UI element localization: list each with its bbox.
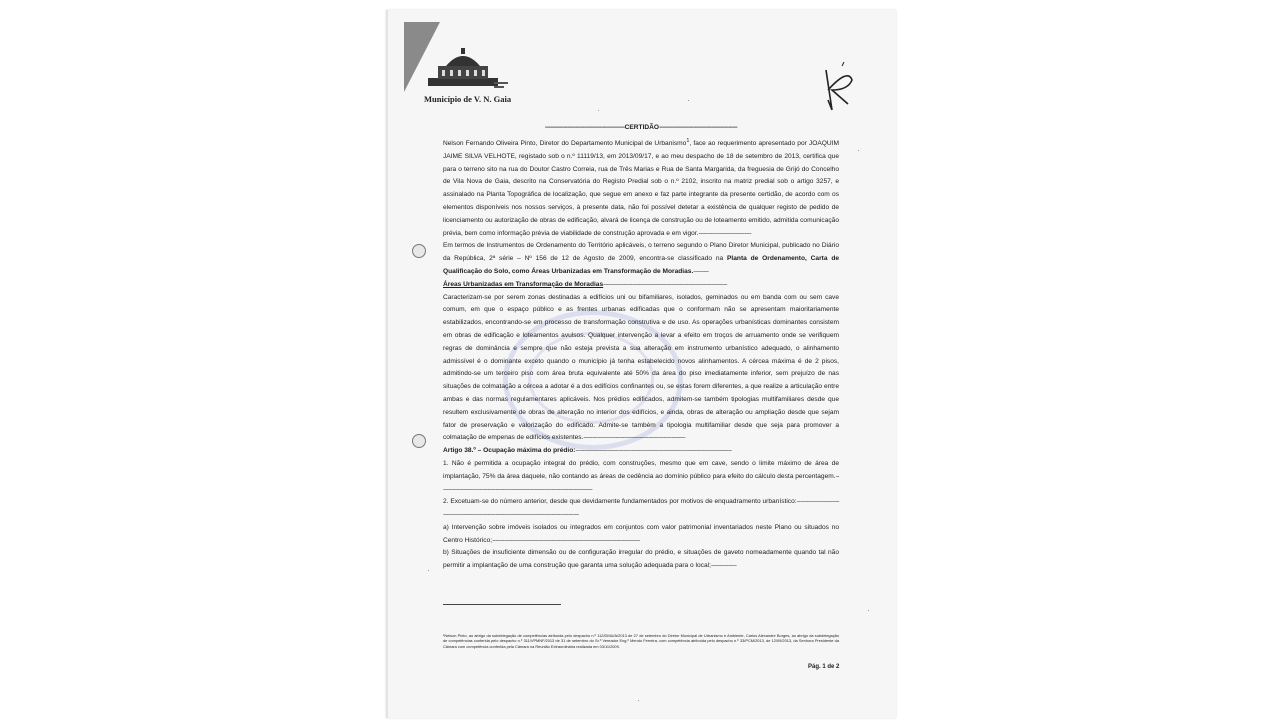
page-number: Pág. 1 de 2 [808, 664, 840, 670]
scan-speck [868, 610, 869, 611]
document-title: -----------------------------------------------CERTIDÃO---------------------------------------------- [544, 124, 738, 131]
scan-speck [598, 110, 599, 111]
municipality-name: Município de V. N. Gaia [424, 94, 512, 104]
paragraph-characterization: Caracterizam-se por serem zonas destinadas a edifícios uni ou bifamiliares, isolados, geminados ou em banda com ou sem cave comum, em que o espaço público e as frentes urbanas edificadas que o conformam não se apresentam maioritariamente estabilizados, encontrando-se em processo de transformação construtiva e de uso. As operações urbanísticas dominantes consistem em obras de edificação e loteamentos avulsos. Qualquer intervenção a levar a efeito em troços de arruamento onde se verifiquem regras de dominância e sempre que não esteja prevista a sua alteração em instrumento urbanístico adequado, o alinhamento admissível é o dominante exceto quando o município já tenha estabelecido novos alinhamentos. A cércea máxima é de 2 pisos, admitindo-se um terceiro piso com área bruta equivalente até 50% da área do piso imediatamente inferior, sem prejuízo de nas situações de colmatação a cércea a adotar é a dos edifícios confinantes ou, se estas forem diferentes, a que realize a articulação entre ambas e das normas regulamentares aplicáveis. Nos prédios edificados, admitem-se também tipologias multifamiliares desde que resultem exclusivamente de obras de alteração no interior dos edifícios, e ainda, obras de alteração ou ampliação desde que sejam fator de preservação e valorização do edificado. Admite-se também a tipologia multifamiliar desde que seja para promover a colmatação de empenas de edifícios existentes.------------------------------------------------------------ [443, 293, 839, 442]
paragraph-land-use-plan: Em termos de Instrumentos de Ordenamento do Território aplicáveis, o terreno segundo o Plano Diretor Municipal, publicado no Diário da República, 2ª série – Nº 156 de 12 de Agosto de 2009, encontra-se classificado na Planta de Ordenamento, Carta de Qualificação do Solo, como Áreas Urbanizadas em Transformação de Moradias.--------- [443, 242, 840, 275]
paragraph-article-item-1: 1. Não é permitida a ocupação integral do prédio, com construções, mesmo que em cave, sendo o limite máximo de área de implantação, 75% da área daquele, não contando as áreas de cedência ao domínio público para efeito do cálculo desta percentagem.------------------------------------------------------------------------------------------ [443, 459, 839, 493]
article-heading: Artigo 38.º – Ocupação máxima do prédio:-------------------------------------------------------------------------------------------- [443, 447, 732, 455]
document-body [443, 122, 839, 573]
paragraph-certification: Nelson Fernando Oliveira Pinto, Diretor do Departamento Municipal de Urbanismo$^1$, face ao requerimento apresentado por JOAQUIM JAIME SILVA VELHOTE, registado sob o n.º 11119/13, em 2013/09/17, e ao meu despacho de 18 de setembro de 2013, certifica que para o terreno sito na rua do Doutor Castro Correia, rua de Três Marias e Rua de Santa Margarida, da freguesia de Grijó do Concelho de Vila Nova de Gaia, descrito na Conservatória do Registo Predial sob o n.º 2102, inscrito na matriz predial sob o artigo 3257, e assinalado na Planta Topográfica de localização, que segue em anexo e faz parte integrante da presente certidão, de acordo com os elementos disponíveis nos nossos serviços, à presente data, não foi possível detetar a existência de qualquer registo de pedido de licenciamento ou autorização de obras de edificação, alvará de licença de construção ou de loteamento emitido, admitida comunicação prévia, bem como informação prévia de viabilidade de construção aprovada e em vigor.------------------------------- [443, 137, 840, 237]
scan-speck [428, 570, 429, 571]
paragraph-article-item-a: a) Intervenção sobre imóveis isolados ou integrados em conjuntos com valor patrimonial inventariados neste Plano ou situados no Centro Histórico;--------------------------------------------------------------------------------------- [443, 523, 839, 544]
footnote: ¹Nelson Pinto, ao abrigo da subdelegação de competências atribuída pelo despacho n.º 112/DMU/A/2013 de 27 de setembro do Diretor Municipal de Urbanismo e Ambiente, Carlos Alexandre Borges, ao abrigo da subdelegação de competências conferida pelo despacho n.º 311/VPMNF/2013 de 31 de setembro do Sr.º Vereador Eng.º Mendo Ferreira, com competência atribuída pelo despacho n.º 33/PCM/2013, de 12/09/2013, da Senhora Presidente da Câmara com competência conferida pela Câmara na Reunião Extraordinária realizada em 03/11/2009. [443, 633, 839, 649]
paragraph-article-item-b: b) Situações de insuficiente dimensão ou de configuração irregular do prédio, e situações de gaveto nomeadamente quando tal não permitir a implantação de uma construção que garanta uma solução adequada para o local;--------------- [443, 549, 839, 570]
paragraph-article-item-2: 2. Excetuam-se do número anterior, desde que devidamente fundamentados por motivos de enquadramento urbanístico:--------------------------------------------------------------------------------------------------------- [443, 498, 839, 519]
binder-hole-mark [412, 434, 426, 448]
scan-speck [638, 700, 639, 701]
document-page [386, 10, 896, 718]
section-heading: Áreas Urbanizadas em Transformação de Moradias------------------------------------------------------------------------- [443, 280, 727, 288]
binder-hole-mark [412, 244, 426, 258]
handwritten-signature [818, 60, 858, 120]
footnote-divider [443, 604, 561, 605]
scan-speck [688, 100, 689, 101]
scan-speck [858, 150, 859, 151]
